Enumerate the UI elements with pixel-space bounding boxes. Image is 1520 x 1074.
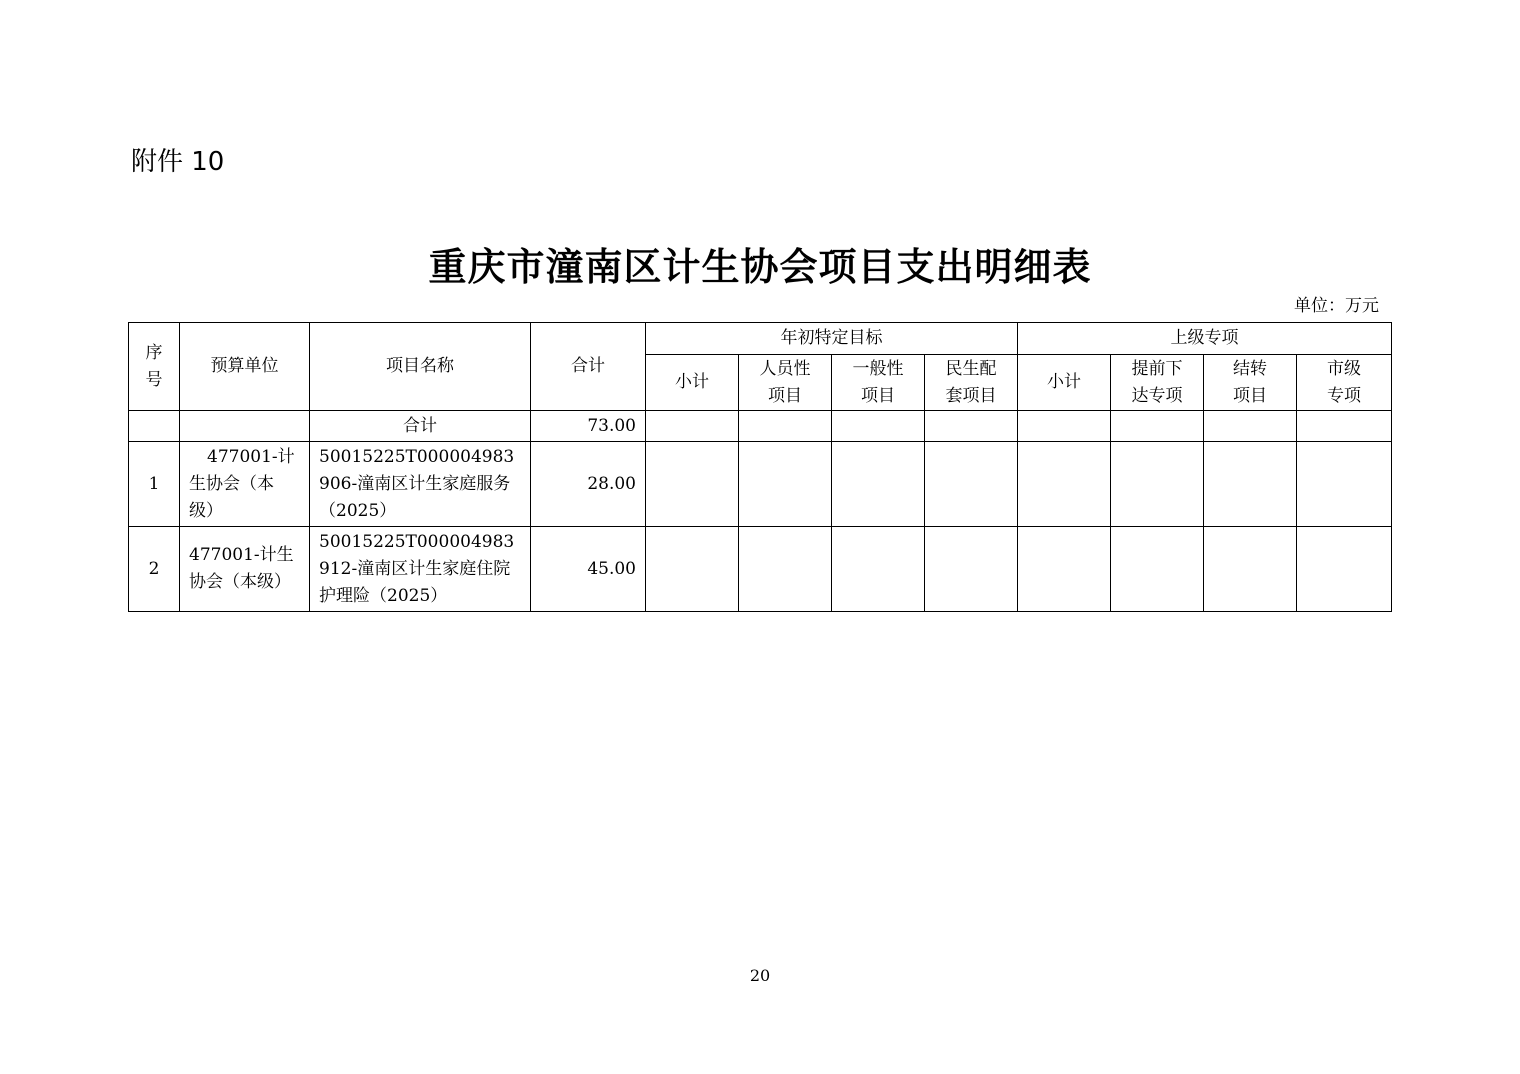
cell-empty — [1204, 442, 1297, 527]
unit-label: 单位：万元 — [1294, 296, 1379, 316]
page-title: 重庆市潼南区计生协会项目支出明细表 — [428, 244, 1092, 289]
cell-empty — [1297, 527, 1392, 612]
cell-empty — [739, 411, 832, 442]
header-seq: 序号 — [129, 323, 180, 411]
header-livelihood-project: 民生配套项目 — [925, 355, 1018, 411]
cell-empty — [832, 442, 925, 527]
header-total: 合计 — [531, 323, 646, 411]
row-budget-unit: 477001-计生协会（本级） — [180, 442, 310, 527]
page-number: 20 — [749, 966, 771, 985]
total-value: 73.00 — [531, 411, 646, 442]
header-project-name: 项目名称 — [310, 323, 531, 411]
row-project-name: 50015225T000004983906-潼南区计生家庭服务（2025） — [310, 442, 531, 527]
header-advance-special: 提前下达专项 — [1111, 355, 1204, 411]
header-group-annual: 年初特定目标 — [646, 323, 1018, 355]
cell-empty — [1018, 527, 1111, 612]
cell-empty — [832, 527, 925, 612]
header-superior-subtotal: 小计 — [1018, 355, 1111, 411]
cell-empty — [646, 442, 739, 527]
attachment-label: 附件 10 — [131, 147, 225, 177]
header-personnel-project: 人员性项目 — [739, 355, 832, 411]
cell-empty — [1111, 411, 1204, 442]
cell-empty — [1018, 411, 1111, 442]
row-seq: 1 — [129, 442, 180, 527]
header-row-1 — [129, 323, 1392, 355]
header-budget-unit: 预算单位 — [180, 323, 310, 411]
table-row-total — [129, 411, 1392, 442]
header-carryover-project: 结转项目 — [1204, 355, 1297, 411]
cell-empty — [1204, 411, 1297, 442]
cell-empty — [129, 411, 180, 442]
row-budget-unit: 477001-计生协会（本级） — [180, 527, 310, 612]
header-group-superior: 上级专项 — [1018, 323, 1392, 355]
row-total: 45.00 — [531, 527, 646, 612]
header-general-project: 一般性项目 — [832, 355, 925, 411]
row-total: 28.00 — [531, 442, 646, 527]
cell-empty — [1111, 442, 1204, 527]
budget-table — [128, 322, 1392, 612]
cell-empty — [646, 527, 739, 612]
cell-empty — [925, 411, 1018, 442]
header-annual-subtotal: 小计 — [646, 355, 739, 411]
cell-empty — [739, 442, 832, 527]
table-row — [129, 527, 1392, 612]
total-label: 合计 — [310, 411, 531, 442]
row-seq: 2 — [129, 527, 180, 612]
cell-empty — [1018, 442, 1111, 527]
cell-empty — [739, 527, 832, 612]
header-city-special: 市级专项 — [1297, 355, 1392, 411]
cell-empty — [646, 411, 739, 442]
cell-empty — [1204, 527, 1297, 612]
cell-empty — [832, 411, 925, 442]
cell-empty — [925, 442, 1018, 527]
cell-empty — [180, 411, 310, 442]
table-row — [129, 442, 1392, 527]
cell-empty — [1297, 411, 1392, 442]
cell-empty — [1297, 442, 1392, 527]
row-project-name: 50015225T000004983912-潼南区计生家庭住院护理险（2025） — [310, 527, 531, 612]
cell-empty — [1111, 527, 1204, 612]
cell-empty — [925, 527, 1018, 612]
